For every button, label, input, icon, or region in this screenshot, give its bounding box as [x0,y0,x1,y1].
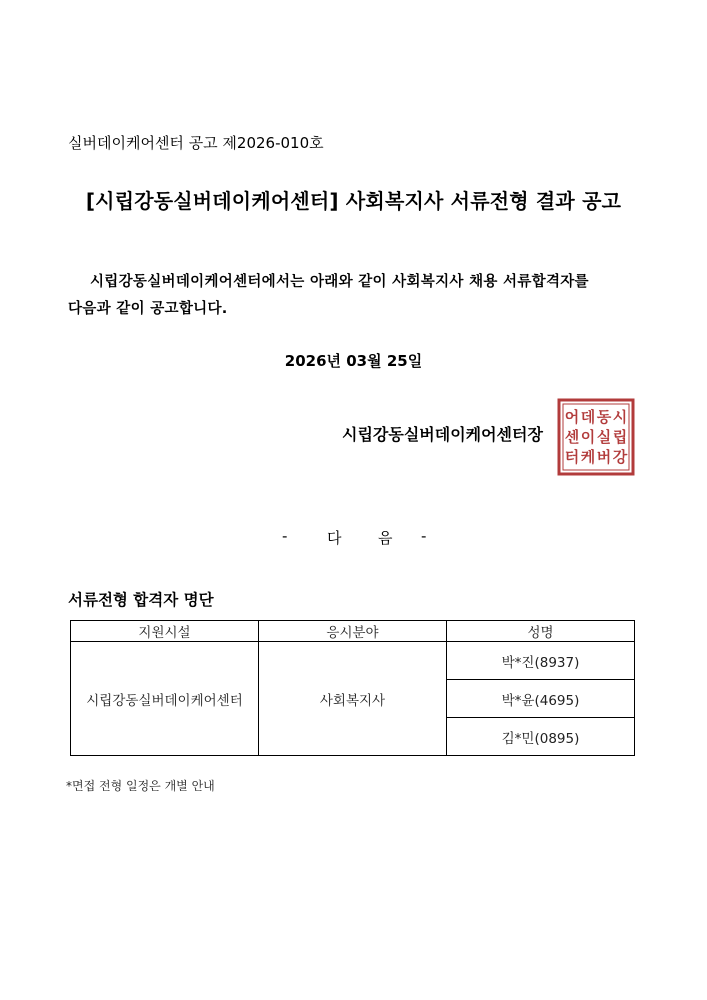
table-header-row [71,621,635,642]
notice-number: 실버데이케어센터 공고 제2026-010호 [68,134,324,152]
document-title: [시립강동실버데이케어센터] 사회복지사 서류전형 결과 공고 [85,189,622,213]
seal-glyph: 시 [612,408,628,426]
heading-char-1: 다 [327,529,342,547]
list-title: 서류전형 합격자 명단 [68,591,214,609]
table-row [71,642,635,680]
seal-glyph: 버 [596,448,612,466]
footnote: *면접 전형 일정은 개별 안내 [66,779,215,793]
seal-glyph: 센 [564,428,580,446]
applicant-name-1: 박*진(8937) [447,642,635,680]
applicant-name-2: 박*윤(4695) [447,680,635,718]
heading-char-2: 음 [378,529,393,547]
dash-right: - [421,527,427,545]
header-field: 응시분야 [259,621,447,642]
seal-glyph: 강 [612,448,628,466]
seal-glyph: 케 [580,448,596,466]
seal-glyph: 터 [564,448,580,466]
body-text-line-2: 다음과 같이 공고합니다. [68,301,228,317]
field-cell: 사회복지사 [259,642,447,756]
header-name: 성명 [447,621,635,642]
notice-date: 2026년 03월 25일 [284,352,423,370]
body-text-line-1: 시립강동실버데이케어센터에서는 아래와 같이 사회복지사 채용 서류합격자를 [90,274,589,290]
official-seal-icon [557,398,635,476]
issuer-name: 시립강동실버데이케어센터장 [342,425,543,444]
result-table [70,620,635,756]
seal-glyph: 동 [596,408,612,426]
seal-glyph: 데 [580,408,596,426]
dash-left: - [282,527,288,545]
applicant-name-3: 김*민(0895) [447,718,635,756]
facility-cell: 시립강동실버데이케어센터 [71,642,259,756]
header-facility: 지원시설 [71,621,259,642]
seal-glyph: 어 [564,408,580,426]
seal-glyph: 립 [612,428,628,446]
seal-glyph: 이 [580,428,596,446]
seal-glyph: 실 [596,428,612,446]
